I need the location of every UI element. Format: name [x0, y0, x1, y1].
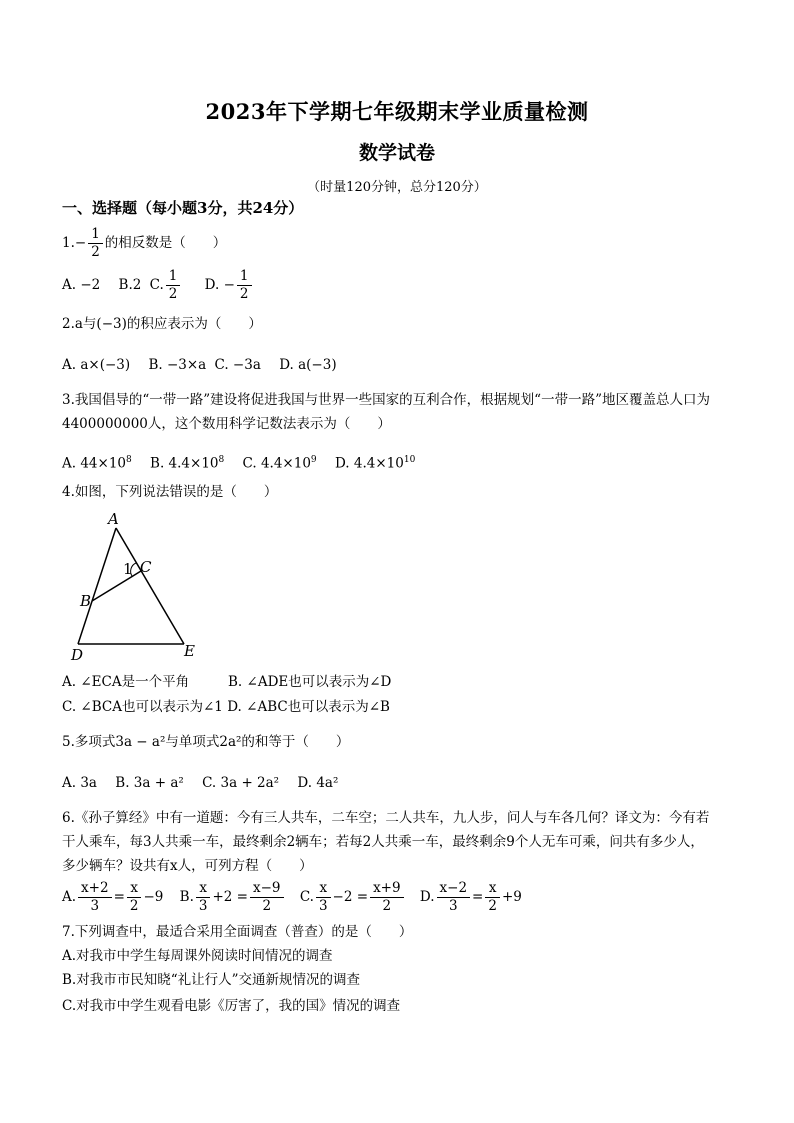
q6-b-frac2 [250, 880, 284, 915]
q1-fraction [88, 226, 103, 261]
question-2-stem: 2.a与(−3)的积应表示为（ ） [62, 316, 262, 332]
triangle-figure [66, 508, 206, 660]
q6-a-eq: = [113, 889, 125, 905]
q2-option-c: C. −3a [214, 357, 261, 373]
q3-c-exp: 9 [310, 455, 317, 465]
q7-option-c: C.对我市中学生观看电影《厉害了，我的国》情况的调查 [62, 998, 401, 1014]
q6-b-mid: +2 = [212, 889, 248, 905]
q1-frac-den: 2 [91, 244, 100, 260]
label-D: D [71, 646, 84, 660]
q6-d-num1: x−2 [437, 880, 471, 898]
q3-option-a [62, 450, 132, 474]
q3-option-b [150, 450, 224, 474]
q3-d-base: D. 4.4×10 [334, 455, 404, 472]
question-6-line3: 多少辆车？设共有x人，可列方程（ ） [62, 858, 313, 874]
q6-c-frac2 [370, 880, 404, 915]
q4-option-a: A. ∠ECA是一个平角 [62, 674, 190, 690]
q1-option-d-fraction [237, 268, 252, 303]
q6-a-frac1 [78, 880, 112, 915]
q1-option-a: A. −2 [62, 277, 101, 293]
q1-prefix: 1. [62, 235, 75, 251]
label-C: C [140, 558, 152, 576]
label-A: A [108, 510, 119, 528]
q5-option-b: B. 3a + a² [115, 775, 184, 791]
q3-a-exp: 8 [126, 455, 132, 465]
q6-c-num2: x+9 [370, 880, 404, 898]
q1-minus: − [74, 235, 87, 251]
q6-d-num2: x [485, 880, 500, 898]
q3-option-c [243, 450, 317, 474]
section-heading: 一、选择题（每小题3分，共24分） [62, 199, 304, 217]
q6-d-label: D. [419, 889, 435, 905]
q5-option-d: D. 4a² [297, 775, 339, 791]
q5-option-a: A. 3a [62, 775, 97, 791]
q6-d-frac2 [485, 880, 500, 915]
q1-frac-num: 1 [88, 226, 103, 244]
question-6-line1: 6.《孙子算经》中有一道题：今有三人共车，二车空；二人共车，九人步，问人与车各几何？译文为：今有若 [62, 810, 710, 826]
q6-c-den2: 2 [382, 898, 392, 914]
q3-a-base: A. 44×10 [62, 455, 126, 472]
page-subtitle: 数学试卷 [358, 142, 435, 164]
q1-option-c-fraction [166, 268, 181, 303]
question-3-options [62, 450, 429, 474]
q3-d-exp: 10 [403, 455, 416, 465]
q5-option-c: C. 3a + 2a² [202, 775, 280, 791]
q6-c-label: C. [299, 889, 314, 905]
q4-option-b: B. ∠ADE也可以表示为∠D [228, 674, 392, 690]
q6-b-label: B. [179, 889, 194, 905]
q3-c-base: C. 4.4×10 [242, 455, 311, 472]
q6-a-label: A. [62, 889, 77, 905]
q6-b-num1: x [196, 880, 211, 898]
segment-BC [92, 571, 141, 601]
q6-a-tail: −9 [143, 889, 164, 905]
q1-d-den: 2 [239, 286, 249, 302]
question-4-options-row1 [62, 672, 391, 692]
q4-option-c: C. ∠BCA也可以表示为∠1 [62, 699, 223, 715]
q3-b-exp: 8 [218, 455, 225, 465]
question-7-stem: 7.下列调查中，最适合采用全面调查（普查）的是（ ） [62, 924, 413, 940]
q1-stem-text: 的相反数是（ ） [104, 235, 227, 251]
q4-option-d: D. ∠ABC也可以表示为∠B [227, 699, 390, 715]
question-1-options [62, 268, 254, 303]
question-6-options [62, 880, 522, 915]
page-title: 2023年下学期七年级期末学业质量检测 [205, 99, 589, 124]
q6-d-den2: 2 [488, 898, 497, 914]
q6-c-num1: x [316, 880, 331, 898]
q6-a-den2: 2 [129, 898, 139, 914]
q6-c-den1: 3 [318, 898, 328, 914]
question-5-options [62, 773, 352, 793]
q6-a-den1: 3 [90, 898, 100, 914]
q6-d-den1: 3 [448, 898, 458, 914]
question-3-stem-line1: 3.我国倡导的“一带一路”建设将促进我国与世界一些国家的互利合作，根据规划“一带一路”地区覆盖总人口为 [62, 392, 710, 408]
q7-option-a: A.对我市中学生每周课外阅读时间情况的调查 [62, 948, 333, 964]
q1-d-num: 1 [237, 268, 252, 286]
label-angle-1: 1 [123, 560, 133, 578]
q6-c-frac1 [316, 880, 331, 915]
q2-option-b: B. −3×a [148, 357, 207, 373]
label-E: E [184, 642, 195, 660]
q6-b-frac1 [196, 880, 211, 915]
question-4-options-row2 [62, 697, 390, 717]
q6-b-den1: 3 [198, 898, 208, 914]
question-5-stem: 5.多项式3a − a²与单项式2a²的和等于（ ） [62, 734, 350, 750]
q1-c-den: 2 [168, 286, 178, 302]
q6-d-tail: +9 [501, 889, 522, 905]
q1-c-num: 1 [166, 268, 181, 286]
segment-AE [116, 528, 184, 644]
q6-a-num1: x+2 [78, 880, 112, 898]
q1-option-b: B.2 [118, 277, 142, 293]
question-6-line2: 干人乘车，每3人共乘一车，最终剩余2辆车；若每2人共乘一车，最终剩余9个人无车可乘，问共有多少人， [62, 834, 704, 850]
q2-option-d: D. a(−3) [279, 357, 337, 373]
q6-a-frac2 [127, 880, 142, 915]
q1-option-d-label: D. − [204, 277, 235, 293]
label-B: B [80, 592, 92, 610]
segment-AD [78, 528, 116, 644]
q3-b-base: B. 4.4×10 [150, 455, 219, 472]
q7-option-b: B.对我市市民知晓“礼让行人”交通新规情况的调查 [62, 972, 361, 988]
question-1-stem [62, 226, 226, 261]
q2-option-a: A. a×(−3) [62, 357, 131, 373]
q6-b-den2: 2 [262, 898, 272, 914]
q3-option-d [335, 450, 415, 474]
question-3-stem-line2: 4400000000人，这个数用科学记数法表示为（ ） [62, 416, 391, 432]
question-2-options [62, 355, 351, 375]
q1-option-c-label: C. [149, 277, 164, 293]
time-note: （时量120分钟，总分120分） [307, 180, 487, 195]
question-4-stem: 4.如图，下列说法错误的是（ ） [62, 484, 278, 500]
q6-d-eq: = [472, 889, 484, 905]
q6-c-mid: −2 = [332, 889, 369, 905]
q6-d-frac1 [437, 880, 471, 915]
q6-a-num2: x [127, 880, 142, 898]
q6-b-num2: x−9 [250, 880, 284, 898]
